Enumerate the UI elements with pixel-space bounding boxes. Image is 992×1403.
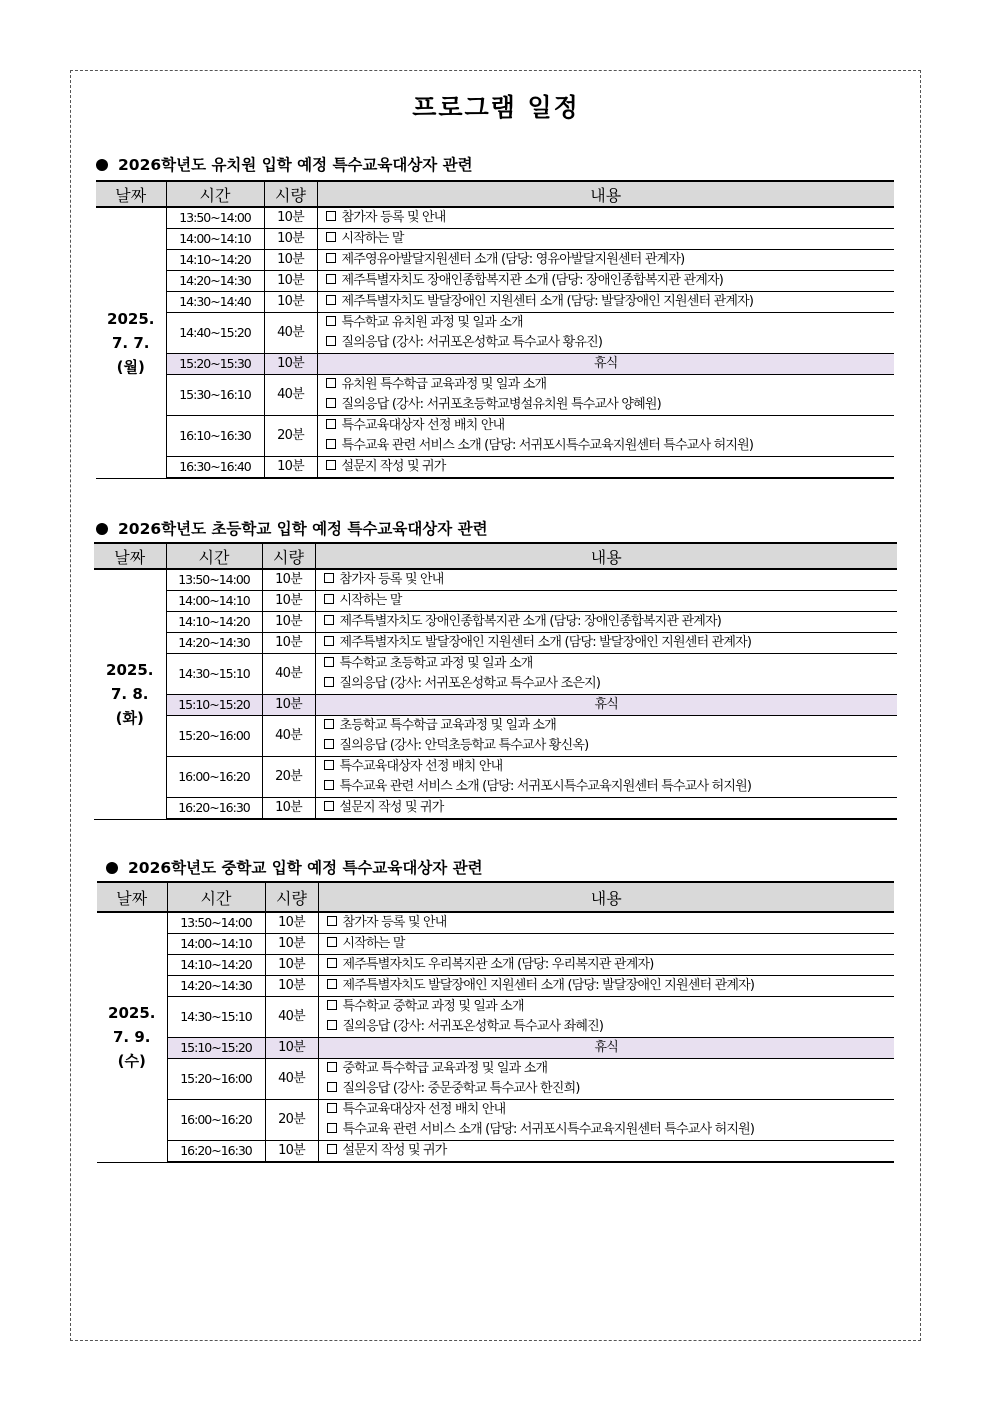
- checkbox-square-icon: [324, 615, 334, 625]
- checkbox-square-icon: [327, 1062, 337, 1072]
- content-line: [324, 591, 898, 611]
- content-line: [326, 292, 895, 312]
- section-heading: 2026학년도 초등학교 입학 예정 특수교육대상자 관련: [96, 517, 488, 539]
- date-cell: [96, 207, 166, 478]
- checkbox-square-icon: [327, 1123, 337, 1133]
- checkbox-square-icon: [324, 780, 334, 790]
- content-text: 제주특별자치도 장애인종합복지관 소개 (담당: 장애인종합복지관 관계자): [341, 273, 724, 288]
- content-text: 참가자 등록 및 안내: [339, 572, 444, 587]
- content-cell: [317, 207, 894, 229]
- content-text: 특수교육 관련 서비스 소개 (담당: 서귀포시특수교육지원센터 특수교사 허지원): [342, 1122, 755, 1137]
- content-line: [326, 416, 895, 436]
- content-text: 시작하는 말: [339, 593, 402, 608]
- checkbox-square-icon: [324, 573, 334, 583]
- content-line: [326, 436, 895, 456]
- content-text: 제주특별자치도 발달장애인 지원센터 소개 (담당: 발달장애인 지원센터 관계자): [341, 294, 754, 309]
- content-line: [327, 997, 895, 1017]
- content-line: [326, 229, 895, 249]
- content-cell: [317, 229, 894, 250]
- header-duration: 시량: [265, 882, 318, 912]
- content-line: [327, 1120, 895, 1140]
- content-line: [327, 1017, 895, 1037]
- content-line: [326, 333, 895, 353]
- header-time: 시간: [167, 882, 265, 912]
- table-row: [97, 1059, 894, 1100]
- content-cell: [318, 1059, 894, 1100]
- content-line: [327, 1100, 895, 1120]
- content-text: 시작하는 말: [341, 231, 404, 246]
- duration-cell: 10분: [262, 695, 315, 716]
- content-text: 질의응답 (강사: 서귀포온성학교 특수교사 좌혜진): [342, 1019, 604, 1034]
- content-text: 질의응답 (강사: 안덕초등학교 특수교사 황신옥): [339, 738, 589, 753]
- content-line: [324, 777, 898, 797]
- duration-cell: 10분: [262, 633, 315, 654]
- time-cell: 13:50~14:00: [166, 207, 264, 229]
- content-text: 질의응답 (강사: 서귀포초등학교병설유치원 특수교사 양혜원): [341, 397, 661, 412]
- content-cell: [317, 457, 894, 479]
- content-line: [326, 375, 895, 395]
- duration-cell: 10분: [264, 207, 317, 229]
- content-line: [326, 395, 895, 415]
- duration-cell: 10분: [264, 457, 317, 479]
- content-line: [324, 612, 898, 632]
- content-text: 시작하는 말: [342, 936, 405, 951]
- checkbox-square-icon: [326, 419, 336, 429]
- duration-cell: 40분: [264, 313, 317, 354]
- date-line: 2025.: [108, 1004, 156, 1023]
- rest-cell: 휴식: [315, 695, 897, 716]
- content-cell: [317, 375, 894, 416]
- table-header-row: [96, 181, 894, 207]
- content-cell: [317, 313, 894, 354]
- content-cell: [315, 612, 897, 633]
- duration-cell: 20분: [265, 1100, 318, 1141]
- time-cell: 16:20~16:30: [167, 1141, 265, 1163]
- checkbox-square-icon: [326, 316, 336, 326]
- content-text: 참가자 등록 및 안내: [342, 915, 447, 930]
- date-line: (수): [117, 1052, 146, 1071]
- content-text: 제주영유아발달지원센터 소개 (담당: 영유아발달지원센터 관계자): [341, 252, 685, 267]
- table-row: [94, 569, 897, 591]
- checkbox-square-icon: [326, 211, 336, 221]
- content-text: 제주특별자치도 장애인종합복지관 소개 (담당: 장애인종합복지관 관계자): [339, 614, 722, 629]
- checkbox-square-icon: [327, 1082, 337, 1092]
- checkbox-square-icon: [324, 594, 334, 604]
- content-text: 질의응답 (강사: 서귀포온성학교 특수교사 황유진): [341, 335, 603, 350]
- table-row: [97, 934, 894, 955]
- table-row: [94, 798, 897, 820]
- schedule-table: [97, 881, 894, 1163]
- duration-cell: 40분: [262, 654, 315, 695]
- time-cell: 14:10~14:20: [166, 250, 264, 271]
- time-cell: 16:00~16:20: [166, 757, 262, 798]
- content-line: [327, 1141, 895, 1161]
- date-line: (화): [115, 709, 144, 728]
- time-cell: 14:00~14:10: [166, 229, 264, 250]
- content-cell: [318, 997, 894, 1038]
- time-cell: 16:00~16:20: [167, 1100, 265, 1141]
- duration-cell: 10분: [264, 292, 317, 313]
- date-line: 7. 9.: [113, 1028, 151, 1047]
- table-row: [97, 1141, 894, 1163]
- rest-cell: 휴식: [317, 354, 894, 375]
- table-row: [96, 229, 894, 250]
- table-row: [97, 912, 894, 934]
- content-text: 특수학교 중학교 과정 및 일과 소개: [342, 999, 524, 1014]
- duration-cell: 10분: [262, 569, 315, 591]
- content-text: 설문지 작성 및 귀가: [341, 459, 446, 474]
- time-cell: 15:20~16:00: [166, 716, 262, 757]
- content-cell: [317, 271, 894, 292]
- checkbox-square-icon: [327, 937, 337, 947]
- duration-cell: 40분: [262, 716, 315, 757]
- content-cell: [315, 591, 897, 612]
- checkbox-square-icon: [326, 460, 336, 470]
- content-line: [326, 313, 895, 333]
- content-text: 설문지 작성 및 귀가: [339, 800, 444, 815]
- content-text: 특수교육대상자 선정 배치 안내: [341, 418, 505, 433]
- duration-cell: 10분: [265, 934, 318, 955]
- rest-row: [97, 1038, 894, 1059]
- header-content: 내용: [318, 882, 894, 912]
- table-row: [97, 976, 894, 997]
- duration-cell: 10분: [264, 250, 317, 271]
- section-heading: 2026학년도 중학교 입학 예정 특수교육대상자 관련: [106, 856, 483, 878]
- duration-cell: 10분: [265, 1038, 318, 1059]
- content-text: 중학교 특수학급 교육과정 및 일과 소개: [342, 1061, 548, 1076]
- bullet-icon: [96, 159, 108, 171]
- table-row: [96, 457, 894, 479]
- content-line: [324, 798, 898, 818]
- content-line: [326, 250, 895, 270]
- header-time: 시간: [166, 543, 262, 569]
- time-cell: 15:20~15:30: [166, 354, 264, 375]
- checkbox-square-icon: [326, 295, 336, 305]
- rest-row: [96, 354, 894, 375]
- checkbox-square-icon: [326, 274, 336, 284]
- time-cell: 13:50~14:00: [166, 569, 262, 591]
- duration-cell: 20분: [262, 757, 315, 798]
- checkbox-square-icon: [326, 253, 336, 263]
- header-date: 날짜: [94, 543, 166, 569]
- duration-cell: 10분: [265, 976, 318, 997]
- content-line: [327, 934, 895, 954]
- table-row: [94, 633, 897, 654]
- content-text: 특수교육대상자 선정 배치 안내: [339, 759, 503, 774]
- date-line: 7. 7.: [112, 333, 150, 352]
- bullet-icon: [96, 523, 108, 535]
- table-row: [97, 1100, 894, 1141]
- content-text: 특수학교 초등학교 과정 및 일과 소개: [339, 656, 533, 671]
- duration-cell: 10분: [264, 354, 317, 375]
- content-text: 유치원 특수학급 교육과정 및 일과 소개: [341, 377, 547, 392]
- content-text: 초등학교 특수학급 교육과정 및 일과 소개: [339, 718, 557, 733]
- time-cell: 14:30~14:40: [166, 292, 264, 313]
- table-row: [96, 292, 894, 313]
- time-cell: 16:20~16:30: [166, 798, 262, 820]
- duration-cell: 10분: [265, 955, 318, 976]
- content-cell: [317, 292, 894, 313]
- time-cell: 14:20~14:30: [166, 633, 262, 654]
- table-row: [96, 207, 894, 229]
- checkbox-square-icon: [327, 958, 337, 968]
- content-cell: [315, 798, 897, 820]
- content-text: 특수교육 관련 서비스 소개 (담당: 서귀포시특수교육지원센터 특수교사 허지원): [341, 438, 754, 453]
- content-text: 특수학교 유치원 과정 및 일과 소개: [341, 315, 523, 330]
- content-text: 특수교육 관련 서비스 소개 (담당: 서귀포시특수교육지원센터 특수교사 허지원): [339, 779, 752, 794]
- checkbox-square-icon: [327, 979, 337, 989]
- content-cell: [318, 955, 894, 976]
- header-date: 날짜: [96, 181, 166, 207]
- schedule-table: [96, 180, 894, 479]
- table-row: [94, 654, 897, 695]
- date-line: (월): [116, 357, 145, 376]
- content-text: 제주특별자치도 우리복지관 소개 (담당: 우리복지관 관계자): [342, 957, 654, 972]
- table-row: [96, 416, 894, 457]
- rest-row: [94, 695, 897, 716]
- time-cell: 14:30~15:10: [167, 997, 265, 1038]
- checkbox-square-icon: [326, 336, 336, 346]
- duration-cell: 20분: [264, 416, 317, 457]
- table-row: [96, 250, 894, 271]
- header-duration: 시량: [262, 543, 315, 569]
- content-text: 제주특별자치도 발달장애인 지원센터 소개 (담당: 발달장애인 지원센터 관계자): [339, 635, 752, 650]
- duration-cell: 10분: [264, 271, 317, 292]
- content-line: [327, 1059, 895, 1079]
- table-header-row: [97, 882, 894, 912]
- schedule-table: [94, 542, 897, 820]
- duration-cell: 10분: [265, 912, 318, 934]
- time-cell: 14:40~15:20: [166, 313, 264, 354]
- content-cell: [317, 250, 894, 271]
- time-cell: 14:10~14:20: [166, 612, 262, 633]
- content-cell: [318, 934, 894, 955]
- time-cell: 14:00~14:10: [166, 591, 262, 612]
- table-row: [94, 591, 897, 612]
- table-row: [97, 955, 894, 976]
- checkbox-square-icon: [324, 801, 334, 811]
- checkbox-square-icon: [327, 916, 337, 926]
- duration-cell: 10분: [262, 591, 315, 612]
- checkbox-square-icon: [324, 657, 334, 667]
- table-row: [97, 997, 894, 1038]
- time-cell: 14:20~14:30: [167, 976, 265, 997]
- table-row: [94, 716, 897, 757]
- content-line: [324, 570, 898, 590]
- content-cell: [315, 757, 897, 798]
- table-row: [96, 271, 894, 292]
- checkbox-square-icon: [326, 232, 336, 242]
- header-content: 내용: [315, 543, 897, 569]
- content-text: 설문지 작성 및 귀가: [342, 1143, 447, 1158]
- date-line: 7. 8.: [111, 685, 149, 704]
- time-cell: 14:10~14:20: [167, 955, 265, 976]
- content-line: [327, 1079, 895, 1099]
- content-cell: [315, 633, 897, 654]
- checkbox-square-icon: [324, 739, 334, 749]
- time-cell: 16:30~16:40: [166, 457, 264, 479]
- checkbox-square-icon: [327, 1144, 337, 1154]
- content-cell: [315, 654, 897, 695]
- duration-cell: 40분: [264, 375, 317, 416]
- duration-cell: 10분: [262, 612, 315, 633]
- checkbox-square-icon: [324, 636, 334, 646]
- duration-cell: 10분: [264, 229, 317, 250]
- date-cell: [97, 912, 167, 1162]
- content-cell: [318, 1100, 894, 1141]
- content-cell: [318, 976, 894, 997]
- date-line: 2025.: [107, 309, 155, 328]
- bullet-icon: [106, 862, 118, 874]
- checkbox-square-icon: [327, 1103, 337, 1113]
- checkbox-square-icon: [326, 398, 336, 408]
- content-cell: [318, 1141, 894, 1163]
- time-cell: 15:10~15:20: [167, 1038, 265, 1059]
- content-line: [327, 955, 895, 975]
- time-cell: 15:20~16:00: [167, 1059, 265, 1100]
- duration-cell: 10분: [265, 1141, 318, 1163]
- date-cell: [94, 569, 166, 819]
- header-content: 내용: [317, 181, 894, 207]
- table-row: [94, 757, 897, 798]
- content-text: 특수교육대상자 선정 배치 안내: [342, 1102, 506, 1117]
- content-line: [324, 654, 898, 674]
- header-duration: 시량: [264, 181, 317, 207]
- content-cell: [315, 569, 897, 591]
- content-line: [327, 976, 895, 996]
- content-cell: [318, 912, 894, 934]
- table-row: [96, 375, 894, 416]
- time-cell: 14:00~14:10: [167, 934, 265, 955]
- checkbox-square-icon: [327, 1000, 337, 1010]
- duration-cell: 40분: [265, 1059, 318, 1100]
- content-text: 제주특별자치도 발달장애인 지원센터 소개 (담당: 발달장애인 지원센터 관계자): [342, 978, 755, 993]
- header-date: 날짜: [97, 882, 167, 912]
- rest-cell: 휴식: [318, 1038, 894, 1059]
- checkbox-square-icon: [326, 378, 336, 388]
- content-line: [324, 736, 898, 756]
- content-line: [324, 716, 898, 736]
- time-cell: 15:30~16:10: [166, 375, 264, 416]
- checkbox-square-icon: [324, 677, 334, 687]
- time-cell: 14:30~15:10: [166, 654, 262, 695]
- section-heading: 2026학년도 유치원 입학 예정 특수교육대상자 관련: [96, 153, 473, 175]
- content-text: 질의응답 (강사: 서귀포온성학교 특수교사 조은지): [339, 676, 601, 691]
- content-cell: [317, 416, 894, 457]
- content-line: [326, 457, 895, 477]
- table-row: [94, 612, 897, 633]
- duration-cell: 10분: [262, 798, 315, 820]
- table-row: [96, 313, 894, 354]
- content-line: [327, 913, 895, 933]
- content-line: [324, 757, 898, 777]
- date-line: 2025.: [106, 661, 154, 680]
- header-time: 시간: [166, 181, 264, 207]
- duration-cell: 40분: [265, 997, 318, 1038]
- checkbox-square-icon: [324, 760, 334, 770]
- content-line: [324, 633, 898, 653]
- content-line: [326, 271, 895, 291]
- checkbox-square-icon: [324, 719, 334, 729]
- page-title: 프로그램 일정: [412, 93, 580, 122]
- checkbox-square-icon: [327, 1020, 337, 1030]
- time-cell: 13:50~14:00: [167, 912, 265, 934]
- content-text: 질의응답 (강사: 중문중학교 특수교사 한진희): [342, 1081, 580, 1096]
- content-line: [324, 674, 898, 694]
- time-cell: 16:10~16:30: [166, 416, 264, 457]
- content-line: [326, 208, 895, 228]
- time-cell: 14:20~14:30: [166, 271, 264, 292]
- time-cell: 15:10~15:20: [166, 695, 262, 716]
- content-cell: [315, 716, 897, 757]
- table-header-row: [94, 543, 897, 569]
- checkbox-square-icon: [326, 439, 336, 449]
- content-text: 참가자 등록 및 안내: [341, 210, 446, 225]
